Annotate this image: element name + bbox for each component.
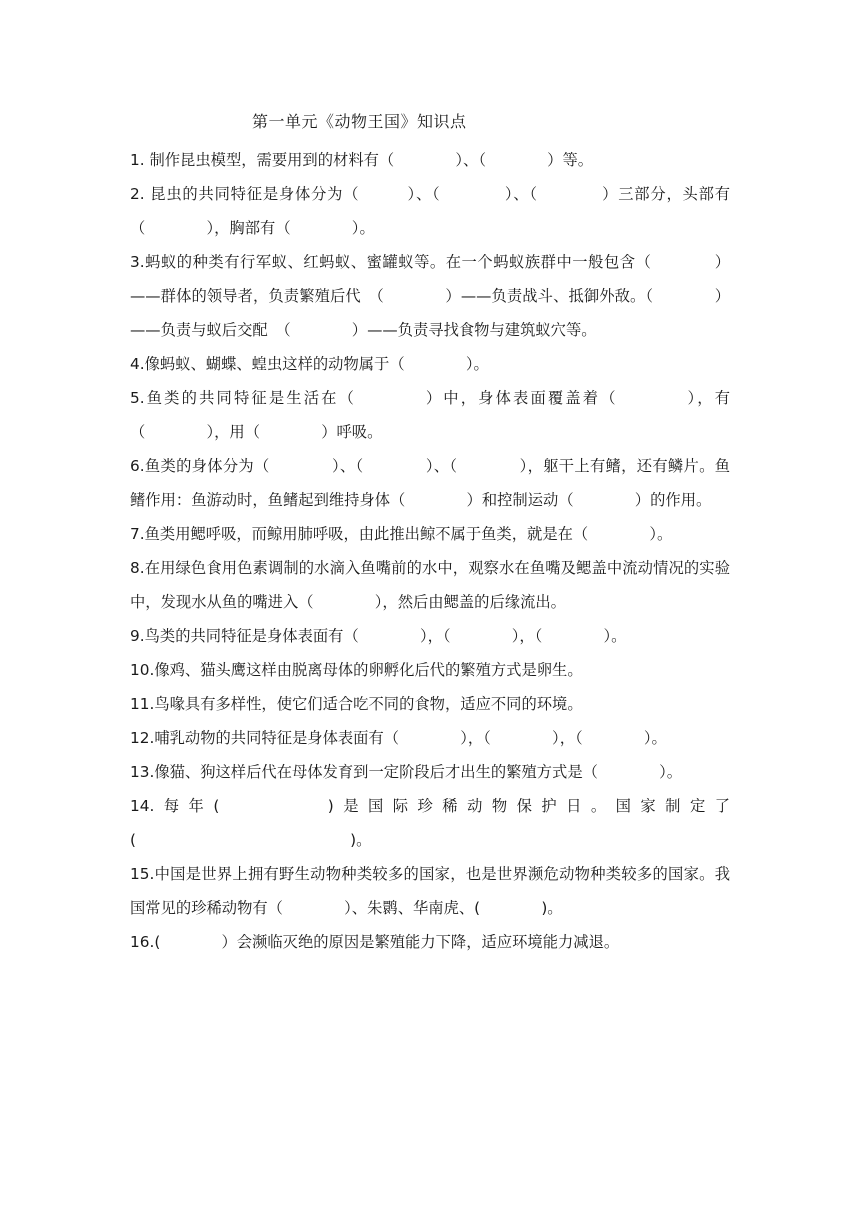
- knowledge-list: [130, 143, 730, 959]
- page-title: 第一单元《动物王国》知识点: [252, 112, 467, 131]
- knowledge-item-8: 8.在用绿色食用色素调制的水滴入鱼嘴前的水中，观察水在鱼嘴及鳃盖中流动情况的实验中，发现水从鱼的嘴进入（ ），然后由鳃盖的后缘流出。: [130, 559, 730, 611]
- knowledge-item-5: 5.鱼类的共同特征是生活在（ ）中，身体表面覆盖着（ ），有（ ），用（ ）呼吸。: [130, 389, 730, 441]
- knowledge-item-3: 3.蚂蚁的种类有行军蚁、红蚂蚁、蜜罐蚁等。在一个蚂蚁族群中一般包含（ ）——群体的领导者，负责繁殖后代 （ ）——负责战斗、抵御外敌。（ ）——负责与蚁后交配 （ ）——负责寻找食物与建筑蚁穴等。: [130, 253, 730, 339]
- knowledge-item-2: 2. 昆虫的共同特征是身体分为（ ）、（ ）、（ ）三部分，头部有（ ），胸部有（ ）。: [130, 185, 730, 237]
- knowledge-item-15: 15.中国是世界上拥有野生动物种类较多的国家，也是世界濒危动物种类较多的国家。我国常见的珍稀动物有（ ）、朱鹮、华南虎、( )。: [130, 865, 730, 917]
- knowledge-item-12: 12.哺乳动物的共同特征是身体表面有（ ），（ ），（ ）。: [130, 729, 667, 747]
- knowledge-item-6: 6.鱼类的身体分为（ ）、（ ）、（ ），躯干上有鳍，还有鳞片。鱼鳍作用：鱼游动时，鱼鳍起到维持身体（ ）和控制运动（ ）的作用。: [130, 457, 730, 509]
- knowledge-item-11: 11.鸟喙具有多样性，使它们适合吃不同的食物，适应不同的环境。: [130, 695, 583, 713]
- knowledge-item-16: 16.( ）会濒临灭绝的原因是繁殖能力下降，适应环境能力减退。: [130, 933, 620, 951]
- knowledge-item-7: 7.鱼类用鳃呼吸，而鲸用肺呼吸，由此推出鲸不属于鱼类，就是在（ ）。: [130, 525, 673, 543]
- knowledge-item-9: 9.鸟类的共同特征是身体表面有（ ），（ ），（ ）。: [130, 627, 627, 645]
- knowledge-item-14: 14.每年( )是国际珍稀动物保护日。国家制定了( )。: [130, 797, 730, 849]
- knowledge-item-1: 1. 制作昆虫模型，需要用到的材料有（ ）、（ ）等。: [130, 151, 594, 169]
- knowledge-item-13: 13.像猫、狗这样后代在母体发育到一定阶段后才出生的繁殖方式是（ ）。: [130, 763, 683, 781]
- knowledge-item-4: 4.像蚂蚁、蝴蝶、蝗虫这样的动物属于（ ）。: [130, 355, 489, 373]
- knowledge-item-10: 10.像鸡、猫头鹰这样由脱离母体的卵孵化后代的繁殖方式是卵生。: [130, 661, 583, 679]
